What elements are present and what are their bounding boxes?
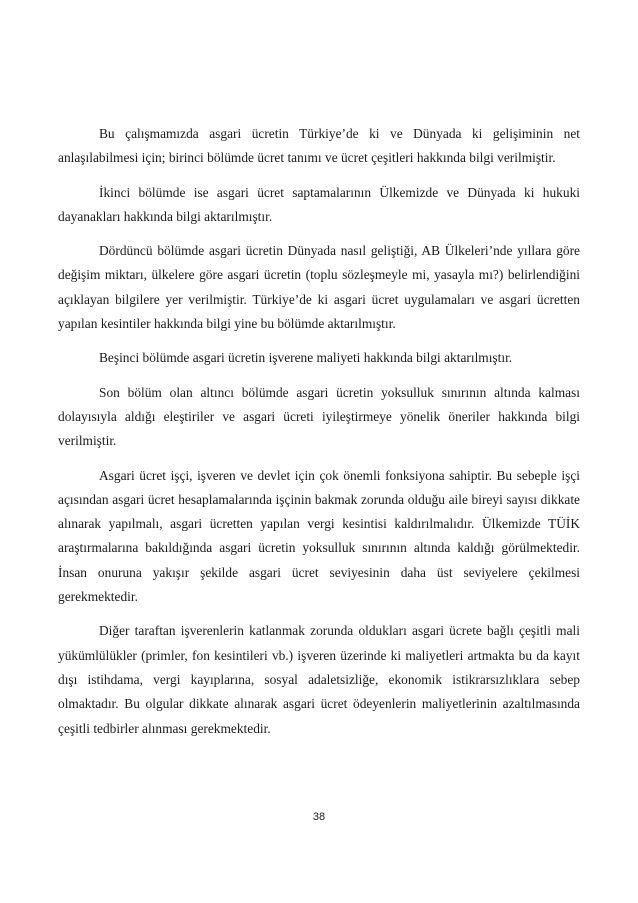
- page-number: 38: [312, 811, 326, 823]
- paragraph-criticism: Son bölüm olan altıncı bölümde asgari ücretin yoksulluk sınırının altında kalması dolayısıyla aldığı eleştiriler ve asgari ücreti iyileştirmeye yönelik öneriler hakkında bilgi verilmiştir.: [58, 384, 580, 449]
- paragraph-world-development: Dördüncü bölümde asgari ücretin Dünyada nasıl geliştiği, AB Ülkeleri’nde yıllara göre değişim miktarı, ülkelere göre asgari ücretin (toplu sözleşmeyle mi, yasayla mı?) belirlendiğini açıklayan bilgilere yer verilmiştir. Türkiye’de ki asgari ücret uygulamaları ve asgari ücretten yapılan kesintiler hakkında bilgi yine bu bölümde aktarılmıştır.: [58, 243, 580, 332]
- paragraph-functions: Asgari ücret işçi, işveren ve devlet için çok önemli fonksiyona sahiptir. Bu sebeple işçi açısından asgari ücret hesaplamalarında işçinin bakmak zorunda olduğu aile bireyi sayısı dikkate alınarak yapılmalı, asgari ücretten yapılan vergi kesintisi kaldırılmalıdır. Ülkemizde TÜİK araştırmalarına bakıldığında asgari ücretin yoksulluk sınırının altında kaldığı görülmektedir. İnsan onuruna yakışır şekilde asgari ücret seviyesinin daha üst seviyelere çekilmesi gerekmektedir.: [58, 467, 580, 605]
- paragraph-legal-basis: İkinci bölümde ise asgari ücret saptamalarının Ülkemizde ve Dünyada ki hukuki dayanakları hakkında bilgi aktarılmıştır.: [58, 184, 580, 224]
- paragraph-employer-cost: Beşinci bölümde asgari ücretin işverene maliyeti hakkında bilgi aktarılmıştır.: [99, 350, 513, 366]
- paragraph-employer-burden: Diğer taraftan işverenlerin katlanmak zorunda oldukları asgari ücrete bağlı çeşitli mali yükümlülükler (primler, fon kesintileri vb.) işveren üzerinde ki maliyetleri artmakta bu da kayıt dışı istihdama, vergi kayıplarına, sosyal adaletsizliğe, ekonomik istikrarsızlıklara sebep olmaktadır. Bu olgular dikkate alınarak asgari ücret ödeyenlerin maliyetlerinin azaltılmasında çeşitli tedbirler alınması gerekmektedir.: [58, 623, 580, 736]
- document-body: [58, 122, 580, 741]
- paragraph-chapter-overview: Bu çalışmamızda asgari ücretin Türkiye’de ki ve Dünyada ki gelişiminin net anlaşılabilmesi için; birinci bölümde ücret tanımı ve ücret çeşitleri hakkında bilgi verilmiştir.: [58, 126, 580, 166]
